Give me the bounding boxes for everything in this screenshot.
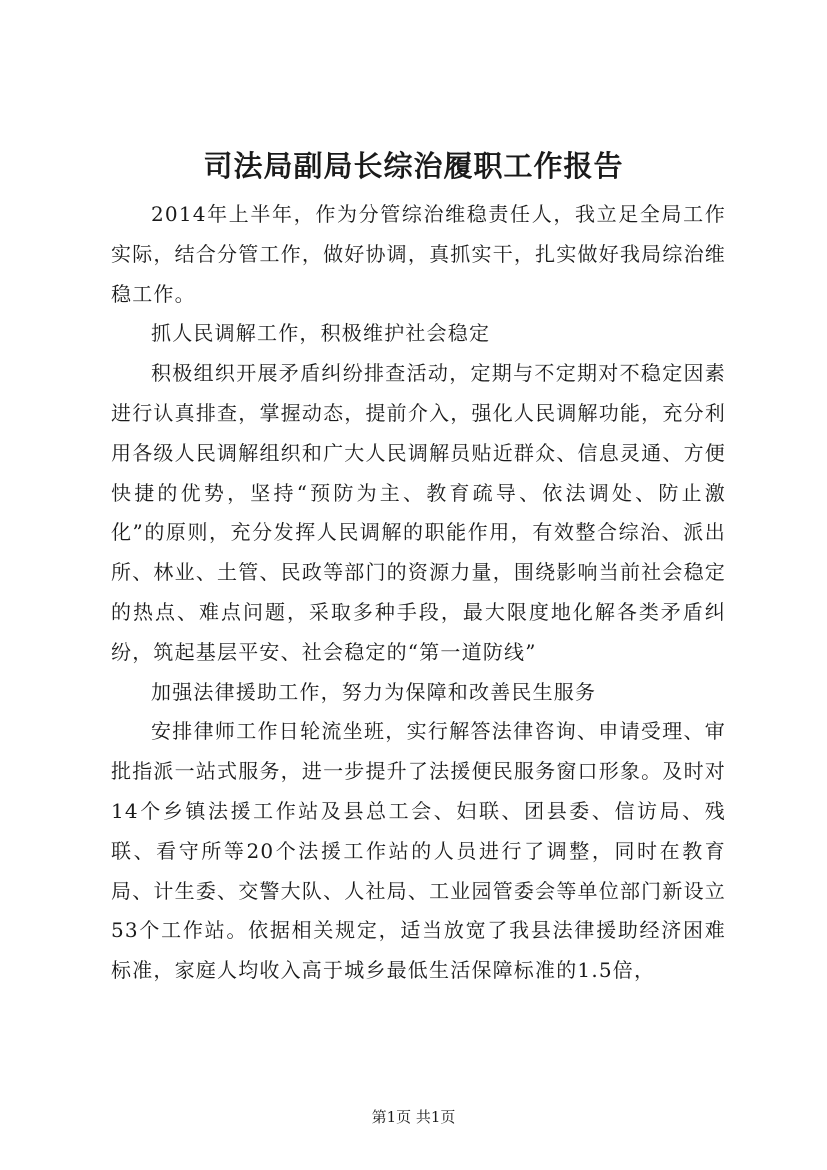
document-title: 司法局副局长综治履职工作报告 — [203, 149, 624, 183]
paragraph-mediation: 积极组织开展矛盾纠纷排查活动，定期与不定期对不稳定因素进行认真排查，掌握动态，提前介入，强化人民调解功能，充分利用各级人民调解组织和广大人民调解员贴近群众、信息灵通、方便快捷的优势，坚持“预防为主、教育疏导、依法调处、防止激化”的原则，充分发挥人民调解的职能作用，有效整合综治、派出所、林业、土管、民政等部门的资源力量，围绕影响当前社会稳定的热点、难点问题，采取多种手段，最大限度地化解各类矛盾纠纷，筑起基层平安、社会稳定的“第一道防线” — [111, 361, 726, 664]
paragraph-legal-aid: 安排律师工作日轮流坐班，实行解答法律咨询、申请受理、审批指派一站式服务，进一步提升了法援便民服务窗口形象。及时对14个乡镇法援工作站及县总工会、妇联、团县委、信访局、残联、看守所等20个法援工作站的人员进行了调整，同时在教育局、计生委、交警大队、人社局、工业园管委会等单位部门新设立53个工作站。依据相关规定，适当放宽了我县法律援助经济困难标准，家庭人均收入高于城乡最低生活保障标准的1.5倍， — [111, 719, 726, 983]
section-heading-legal-aid: 加强法律援助工作，努力为保障和改善民生服务 — [151, 679, 597, 704]
paragraph-intro: 2014年上半年，作为分管综治维稳责任人，我立足全局工作实际，结合分管工作，做好协调，真抓实干，扎实做好我局综治维稳工作。 — [111, 202, 726, 306]
document-body — [111, 195, 726, 991]
section-heading-mediation: 抓人民调解工作，积极维护社会稳定 — [151, 321, 491, 346]
page-footer: 第1页 共1页 — [371, 1108, 456, 1126]
